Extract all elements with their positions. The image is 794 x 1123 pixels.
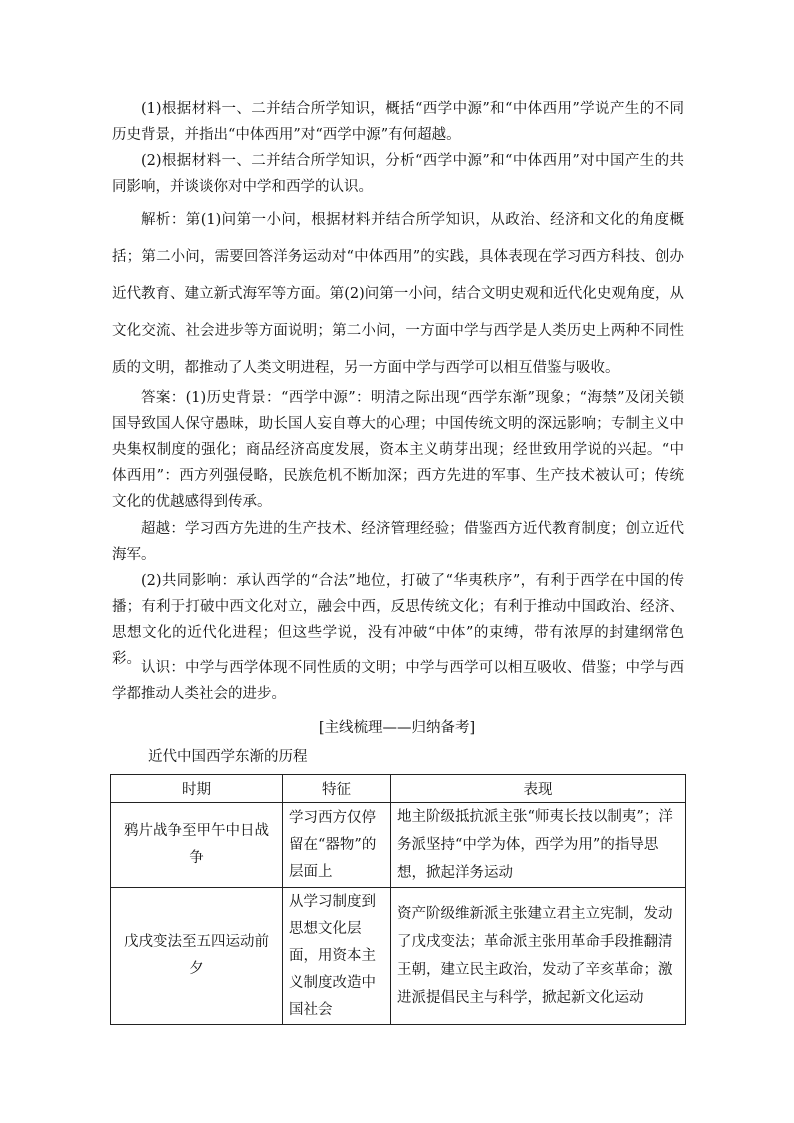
row-1-performance: 地主阶级抵抗派主张“师夷长技以制夷”；洋务派坚持“中学为体，西学为用”的指导思想，掀起洋务运动	[391, 803, 686, 888]
answer-surpass: 超越：学习西方先进的生产技术、经济管理经验；借鉴西方近代教育制度；创立近代海军。	[112, 521, 684, 563]
row-2-performance: 资产阶级维新派主张建立君主立宪制，发动了戊戌变法；革命派主张用革命手段推翻清王朝，建立民主政治，发动了辛亥革命；激进派提倡民主与科学，掀起新文化运动	[391, 888, 686, 1025]
answer-history-background: 答案：(1)历史背景：“西学中源”：明清之际出现“西学东渐”现象；“海禁”及闭关锁国导致国人保守愚昧，助长国人妄自尊大的心理；中国传统文明的深远影响；专制主义中央集权制度的强化；商品经济高度发展，资本主义萌芽出现；经世致用学说的兴起。“中体西用”：西方列强侵略，民族危机不断加深；西方先进的军事、生产技术被认可；传统文化的优越感得到传承。	[112, 390, 684, 510]
table-row	[111, 803, 686, 888]
row-1-period: 鸦片战争至甲午中日战争	[111, 803, 283, 888]
table-row	[111, 888, 686, 1025]
history-table	[110, 774, 686, 1025]
answer-common-impact: (2)共同影响：承认西学的“合法”地位，打破了“华夷秩序”，有利于西学在中国的传播；有利于打破中西文化对立，融会中西，反思传统文化；有利于推动中国政治、经济、思想文化的近代化进程；但这些学说，没有冲破“中体”的束缚，带有浓厚的封建纲常色彩。	[112, 573, 684, 667]
header-performance: 表现	[391, 775, 686, 803]
section-caption: [主线梳理——归纳备考]	[318, 720, 476, 736]
table-header-row	[111, 775, 686, 803]
question-1: (1)根据材料一、二并结合所学知识，概括“西学中源”和“中体西用”学说产生的不同历史背景，并指出“中体西用”对“西学中源”有何超越。	[112, 101, 684, 143]
answer-understanding: 认识：中学与西学体现不同性质的文明；中学与西学可以相互吸收、借鉴；中学与西学都推动人类社会的进步。	[112, 660, 684, 702]
row-2-period: 戊戌变法至五四运动前夕	[111, 888, 283, 1025]
row-2-feature: 从学习制度到思想文化层面，用资本主义制度改造中国社会	[283, 888, 391, 1025]
question-2: (2)根据材料一、二并结合所学知识，分析“西学中源”和“中体西用”对中国产生的共同影响，并谈谈你对中学和西学的认识。	[112, 153, 684, 195]
table-title: 近代中国西学东渐的历程	[148, 749, 308, 765]
row-1-feature: 学习西方仅停留在“器物”的层面上	[283, 803, 391, 888]
header-feature: 特征	[283, 775, 391, 803]
header-period: 时期	[111, 775, 283, 803]
analysis-paragraph: 解析：第(1)问第一小问，根据材料并结合所学知识，从政治、经济和文化的角度概括；第二小问，需要回答洋务运动对“中体西用”的实践，具体表现在学习西方科技、创办近代教育、建立新式海军等方面。第(2)问第一小问，结合文明史观和近代化史观角度，从文化交流、社会进步等方面说明；第二小问，一方面中学与西学是人类历史上两种不同性质的文明，都推动了人类文明进程，另一方面中学与西学可以相互借鉴与吸收。	[112, 212, 684, 376]
